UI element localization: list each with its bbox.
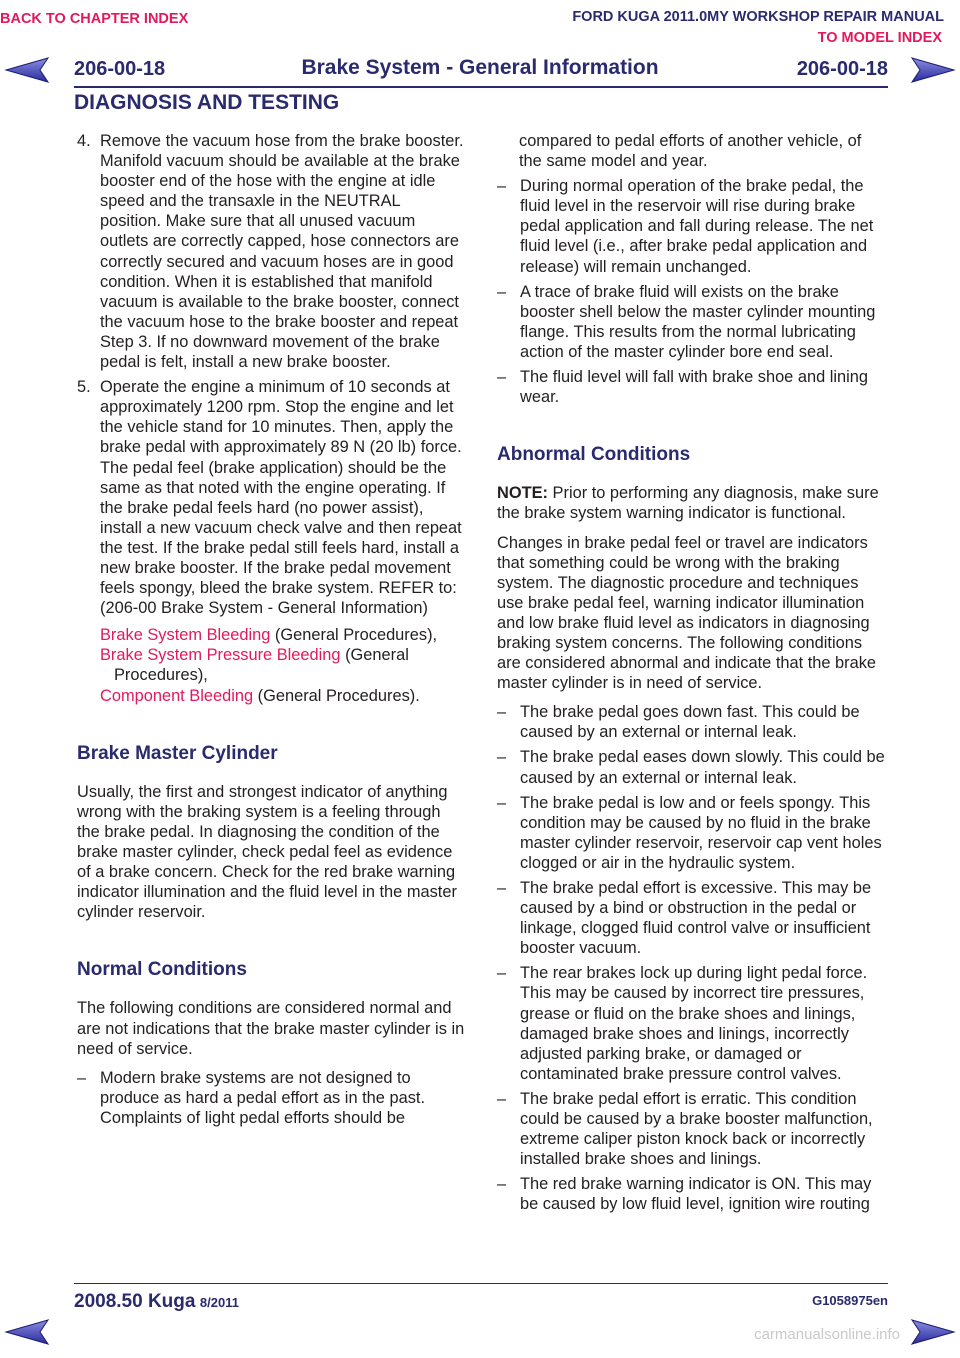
footer-model-date <box>74 1291 239 1313</box>
dash-marker: – <box>497 748 507 767</box>
bullet-text: The rear brakes lock up during light pedal force. This may be caused by incorrect tire pressures, grease or fluid on the brake shoes and linings, damaged brake shoes and linings, incorrectly adjusted parking brake, or damaged or contaminated brake pressure control valves. <box>520 964 868 1083</box>
dash-marker: – <box>497 964 507 983</box>
reference-3 <box>77 686 465 706</box>
note-text: Prior to performing any diagnosis, make sure the brake system warning indicator is functional. <box>497 484 879 523</box>
page-number-left: 206-00-18 <box>74 58 166 80</box>
step-number: 5. <box>77 378 91 397</box>
bullet-text: The brake pedal is low and or feels spongy. This condition may be caused by no fluid in the brake master cylinder reservoir, reservoir cap vent holes clogged or air in the hydraulic system. <box>520 793 882 872</box>
manual-title: FORD KUGA 2011.0MY WORKSHOP REPAIR MANUAL <box>572 9 944 25</box>
arrow-left-icon[interactable] <box>4 1318 50 1346</box>
abnormal-bullet <box>497 1089 885 1169</box>
reference-suffix: (General Procedures). <box>253 686 420 705</box>
abnormal-bullet <box>497 747 885 787</box>
dash-marker: – <box>497 177 507 196</box>
step-number: 4. <box>77 132 91 150</box>
brake-system-pressure-bleeding-link[interactable]: Brake System Pressure Bleeding <box>100 646 341 665</box>
header-rule <box>74 86 888 88</box>
dash-marker: – <box>497 1089 507 1108</box>
normal-bullet <box>497 176 885 276</box>
bullet-text: The brake pedal eases down slowly. This could be caused by an external or internal leak. <box>520 748 885 787</box>
dash-marker: – <box>497 1175 507 1194</box>
reference-2 <box>77 645 465 665</box>
step-text: Remove the vacuum hose from the brake booster. Manifold vacuum should be available at the brake booster end of the hose with the engine at idle speed and the transaxle in the NEUTRAL position. Make sure that all unused vacuum outlets are correctly capped, hose connectors are correctly secured and vacuum hoses are in good condition. When it is established that manifold vacuum is available to the brake booster, connect the vacuum hose to the brake booster and repeat Step 3. If no downward movement of the brake pedal is felt, install a new brake booster. <box>100 132 464 372</box>
footer-document-code: G1058975en <box>812 1293 888 1308</box>
page-number-right: 206-00-18 <box>796 58 888 80</box>
brake-system-bleeding-link[interactable]: Brake System Bleeding <box>100 626 271 645</box>
footer-date: 8/2011 <box>199 1295 239 1310</box>
dash-marker: – <box>497 368 507 387</box>
abnormal-bullet <box>497 963 885 1084</box>
footer-model: 2008.50 Kuga <box>74 1291 196 1312</box>
abnormal-bullet <box>497 702 885 742</box>
note-paragraph <box>497 483 885 523</box>
reference-1 <box>77 625 465 645</box>
note-label: NOTE: <box>497 484 548 503</box>
bullet-text: The fluid level will fall with brake shoe and lining wear. <box>520 368 869 407</box>
abnormal-bullet <box>497 1174 885 1214</box>
section-title: DIAGNOSIS AND TESTING <box>74 91 340 114</box>
to-model-index-link[interactable]: TO MODEL INDEX <box>817 30 942 46</box>
reference-suffix: (General Procedures), <box>270 626 438 645</box>
dash-marker: – <box>77 1068 87 1087</box>
watermark: carmanualsonline.info <box>754 1326 900 1343</box>
master-cylinder-paragraph: Usually, the first and strongest indicator of anything wrong with the braking system is a feeling through the brake pedal. In diagnosing the condition of the brake master cylinder, check pedal feel as evidence of a brake concern. Check for the red brake warning indicator illumination and the fluid level in the master cylinder reservoir. <box>77 782 457 922</box>
arrow-right-icon[interactable] <box>910 1318 956 1346</box>
normal-conditions-heading: Normal Conditions <box>77 959 247 981</box>
dash-marker: – <box>497 282 507 301</box>
dash-marker: – <box>497 703 507 722</box>
normal-bullet <box>77 1068 465 1128</box>
brake-master-cylinder-heading: Brake Master Cylinder <box>77 742 278 764</box>
normal-conditions-paragraph: The following conditions are considered normal and are not indications that the brake master cylinder is in need of service. <box>77 999 465 1058</box>
step-text: Operate the engine a minimum of 10 seconds at approximately 1200 rpm. Stop the engine and let the vehicle stand for 10 minutes. Then, apply the brake pedal with approximately 89 N (20 lb) force. The pedal feel (brake application) should be the same as that noted with the engine operating. If the brake pedal feels hard (no power assist), install a new vacuum check valve and then repeat the test. If the brake pedal still feels hard, install a new brake booster. If the brake pedal movement feels spongy, bleed the brake system. REFER to: (206-00 Brake System - General Information) <box>100 378 462 618</box>
bullet-text: The brake pedal effort is excessive. This may be caused by a bind or obstruction in the pedal or linkage, clogged fluid control valve or insufficient booster vacuum. <box>520 879 872 958</box>
reference-suffix: (General <box>340 646 409 665</box>
component-bleeding-link[interactable]: Component Bleeding <box>100 686 254 705</box>
step-5 <box>77 377 465 618</box>
bullet-text: The brake pedal goes down fast. This could be caused by an external or internal leak. <box>520 703 860 742</box>
dash-marker: – <box>497 879 507 897</box>
footer-rule <box>74 1283 888 1284</box>
bullet-text: A trace of brake fluid will exists on the brake booster shell below the master cylinder mounting flange. This results from the normal lubricating action of the master cylinder bore end seal. <box>520 282 876 361</box>
abnormal-conditions-heading: Abnormal Conditions <box>497 444 691 466</box>
back-to-chapter-index-link[interactable]: BACK TO CHAPTER INDEX <box>0 11 189 27</box>
right-column <box>497 131 885 1220</box>
bullet-text: During normal operation of the brake pedal, the fluid level in the reservoir will rise during brake pedal application and fall during release. The net fluid level (i.e., after brake pedal application and release) will remain unchanged. <box>520 177 874 276</box>
continuation-text: compared to pedal efforts of another vehicle, of the same model and year. <box>519 132 862 171</box>
abnormal-bullet <box>497 793 885 873</box>
left-column <box>77 131 465 1133</box>
dash-marker: – <box>497 793 507 812</box>
abnormal-conditions-paragraph: Changes in brake pedal feel or travel are indicators that something could be wrong with the braking system. The diagnostic procedure and techniques use brake pedal feel, warning indicator illumination and low brake fluid level as indicators in diagnosing braking system concerns. The following conditions are considered abnormal and indicate that the brake master cylinder is in need of service. <box>497 533 877 693</box>
bullet-text: Modern brake systems are not designed to produce as hard a pedal effort as in the past. Complaints of light pedal efforts should be <box>100 1068 425 1127</box>
step-4 <box>77 131 465 372</box>
normal-bullet <box>497 367 885 407</box>
bullet-text: The red brake warning indicator is ON. This may be caused by low fluid level, ignition wire routing <box>520 1175 872 1214</box>
page-title: Brake System - General Information <box>301 56 659 79</box>
bullet-text: The brake pedal effort is erratic. This condition could be caused by a brake booster malfunction, extreme caliper piston knock back or incorrectly installed brake shoes and linings. <box>520 1089 873 1169</box>
normal-bullet <box>497 282 885 362</box>
abnormal-bullet <box>497 878 885 958</box>
reference-2-continuation: Procedures), <box>114 666 208 685</box>
